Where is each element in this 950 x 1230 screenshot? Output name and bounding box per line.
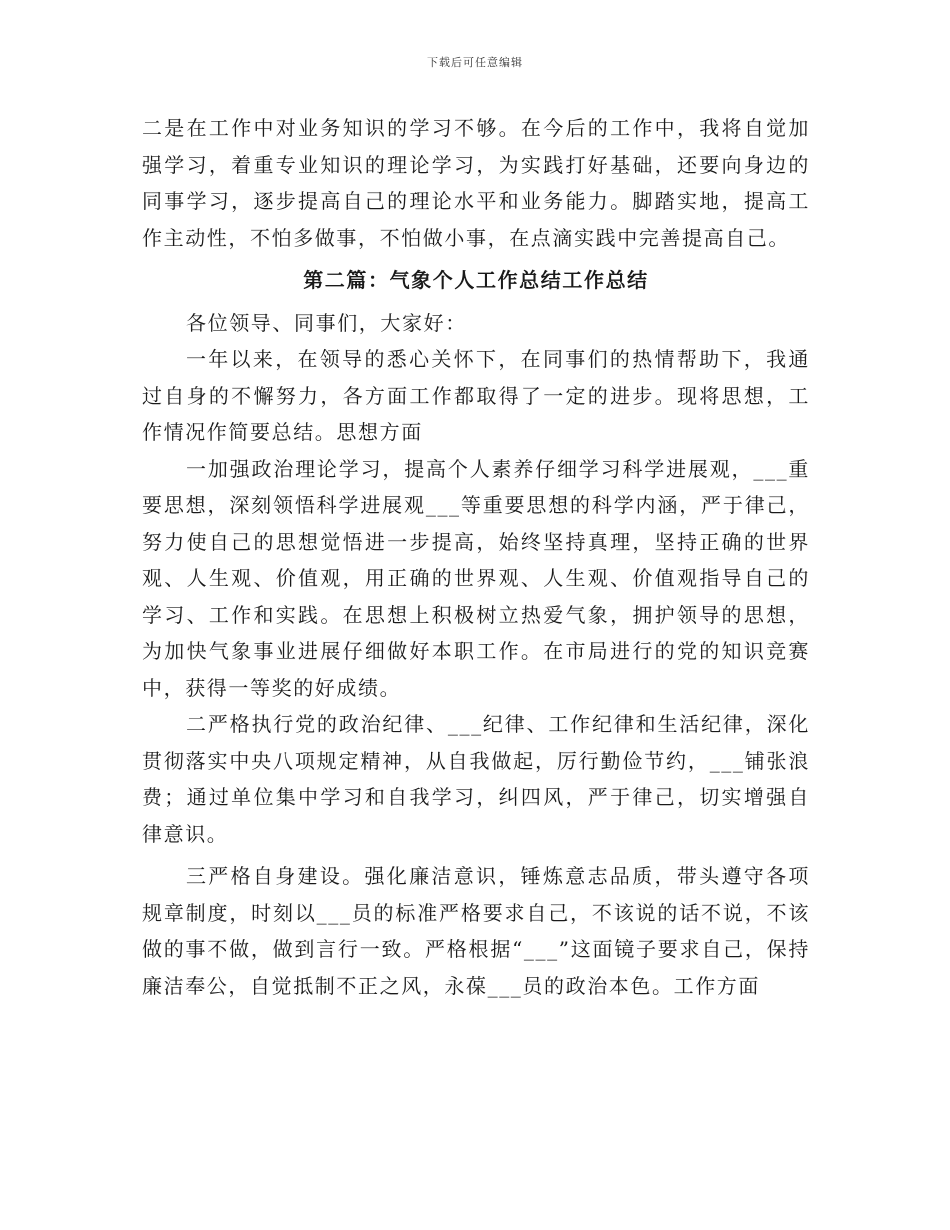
paragraph-intro: 一年以来，在领导的悉心关怀下，在同事们的热情帮助下，我通过自身的不懈努力，各方面工作都取得了一定的进步。现将思想，工作情况作简要总结。思想方面 [142, 347, 810, 444]
greeting: 各位领导、同事们，大家好： [186, 310, 467, 335]
document-body [142, 110, 810, 1004]
paragraph-weakness-two: 二是在工作中对业务知识的学习不够。在今后的工作中，我将自觉加强学习，着重专业知识的理论学习，为实践打好基础，还要向身边的同事学习，逐步提高自己的理论水平和业务能力。脚踏实地，提高工作主动性，不怕多做事，不怕做小事，在点滴实践中完善提高自己。 [142, 116, 810, 250]
paragraph-self-building: 三严格自身建设。强化廉洁意识，锤炼意志品质，带头遵守各项规章制度，时刻以___员的标准严格要求自己，不该说的话不说，不该做的事不做，做到言行一致。严格根据“___”这面镜子要求自己，保持廉洁奉公，自觉抵制不正之风，永葆___员的政治本色。工作方面 [142, 864, 810, 998]
page-header-note: 下载后可任意编辑 [427, 56, 523, 69]
paragraph-discipline: 二严格执行党的政治纪律、___纪律、工作纪律和生活纪律，深化贯彻落实中央八项规定精神，从自我做起，厉行勤俭节约，___铺张浪费；通过单位集中学习和自我学习，纠四风，严于律己，切实增强自律意识。 [142, 712, 810, 846]
paragraph-political-study: 一加强政治理论学习，提高个人素养仔细学习科学进展观，___重要思想，深刻领悟科学进展观___等重要思想的科学内涵，严于律己，努力使自己的思想觉悟进一步提高，始终坚持真理，坚持正确的世界观、人生观、价值观，用正确的世界观、人生观、价值观指导自己的学习、工作和实践。在思想上积极树立热爱气象，拥护领导的思想，为加快气象事业进展仔细做好本职工作。在市局进行的党的知识竞赛中，获得一等奖的好成绩。 [142, 456, 810, 700]
section-title: 第二篇：气象个人工作总结工作总结 [303, 268, 649, 292]
